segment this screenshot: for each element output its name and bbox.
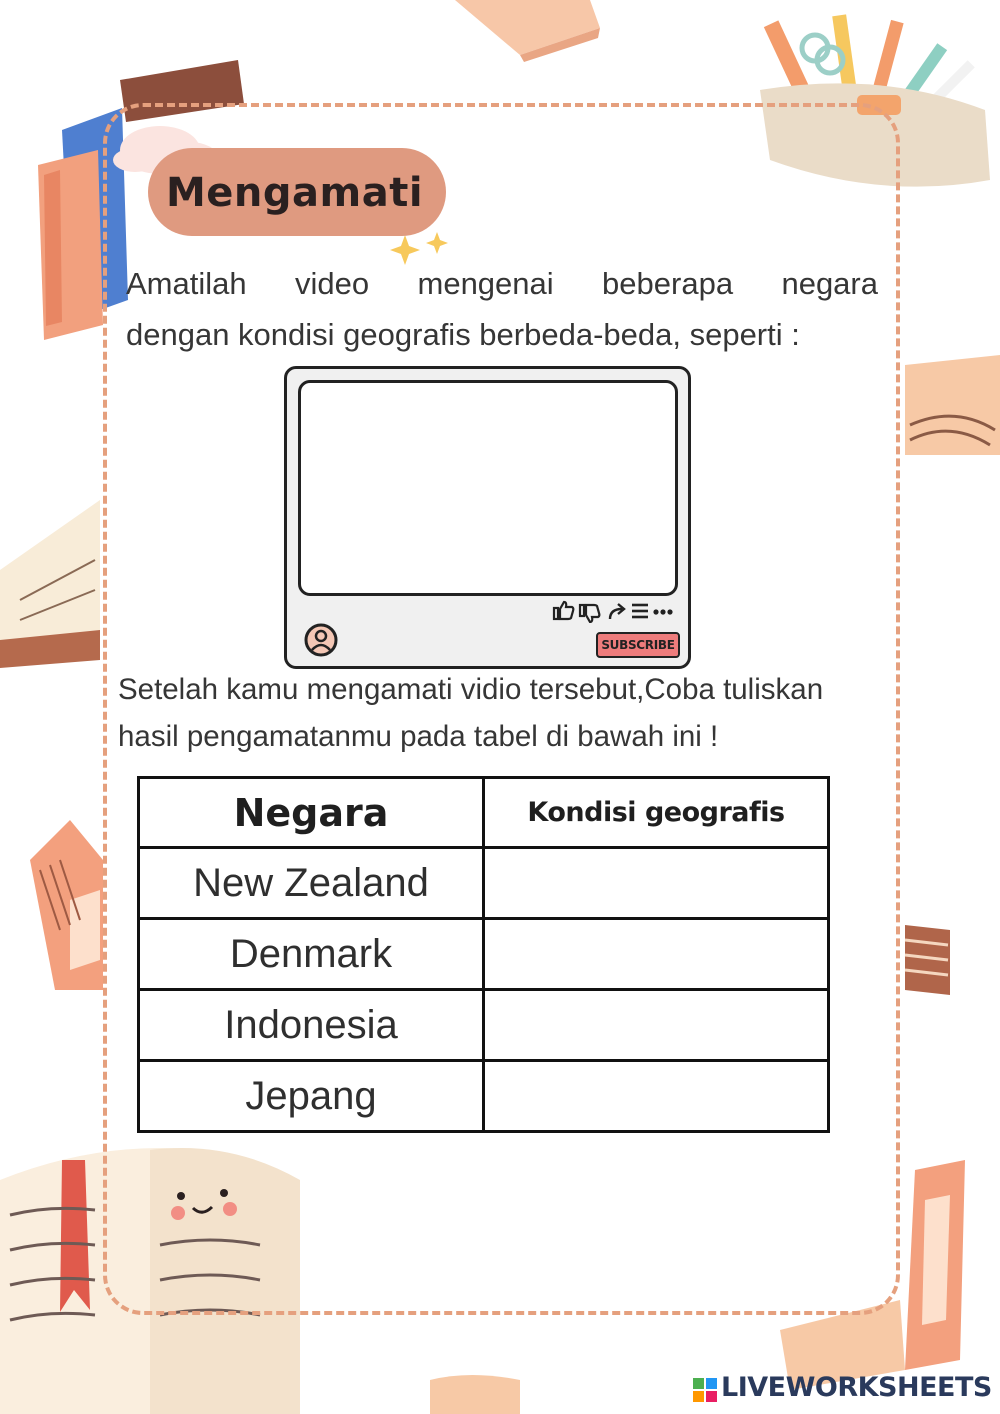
observation-table	[137, 776, 830, 1133]
subscribe-button[interactable]: SUBSCRIBE	[596, 632, 680, 658]
liveworksheets-brand[interactable]: LIVEWORKSHEETS	[721, 1372, 992, 1403]
share-icon[interactable]	[610, 604, 624, 619]
header-negara: Negara	[139, 778, 484, 848]
thumbs-up-icon[interactable]	[554, 602, 573, 619]
instruction-line-1: Setelah kamu mengamati vidio tersebut,Coba tuliskan	[118, 673, 824, 706]
answer-cell[interactable]	[484, 919, 829, 990]
country-cell: Indonesia	[139, 990, 484, 1061]
video-player	[284, 366, 691, 669]
video-controls	[552, 599, 682, 623]
instruction-paragraph	[118, 666, 886, 760]
table-row	[139, 848, 829, 919]
liveworksheets-logo-icon	[693, 1378, 717, 1402]
intro-line-1: Amatilah video mengenai beberapa negara	[126, 266, 878, 301]
open-book-left-illustration	[0, 500, 100, 668]
books-right-lower-illustration	[905, 925, 950, 995]
menu-icon[interactable]	[632, 605, 648, 617]
country-cell: New Zealand	[139, 848, 484, 919]
answer-cell[interactable]	[484, 848, 829, 919]
intro-paragraph	[126, 258, 878, 360]
thumbs-down-icon[interactable]	[580, 605, 599, 622]
book-left-lower-illustration	[30, 820, 103, 990]
table-row	[139, 1061, 829, 1132]
video-screen[interactable]	[298, 380, 678, 596]
header-kondisi-geografis: Kondisi geografis	[484, 778, 829, 848]
country-cell: Denmark	[139, 919, 484, 990]
user-avatar-icon[interactable]	[303, 622, 339, 658]
answer-cell[interactable]	[484, 1061, 829, 1132]
answer-cell[interactable]	[484, 990, 829, 1061]
intro-line-2: dengan kondisi geografis berbeda-beda, seperti :	[126, 317, 800, 352]
table-header-row	[139, 778, 829, 848]
country-cell: Jepang	[139, 1061, 484, 1132]
book-right-illustration	[905, 355, 1000, 455]
table-row	[139, 990, 829, 1061]
instruction-line-2: hasil pengamatanmu pada tabel di bawah ini !	[118, 720, 719, 753]
more-icon[interactable]	[653, 609, 672, 614]
book-top-illustration	[455, 0, 600, 62]
table-row	[139, 919, 829, 990]
page-title: Mengamati	[166, 170, 424, 216]
